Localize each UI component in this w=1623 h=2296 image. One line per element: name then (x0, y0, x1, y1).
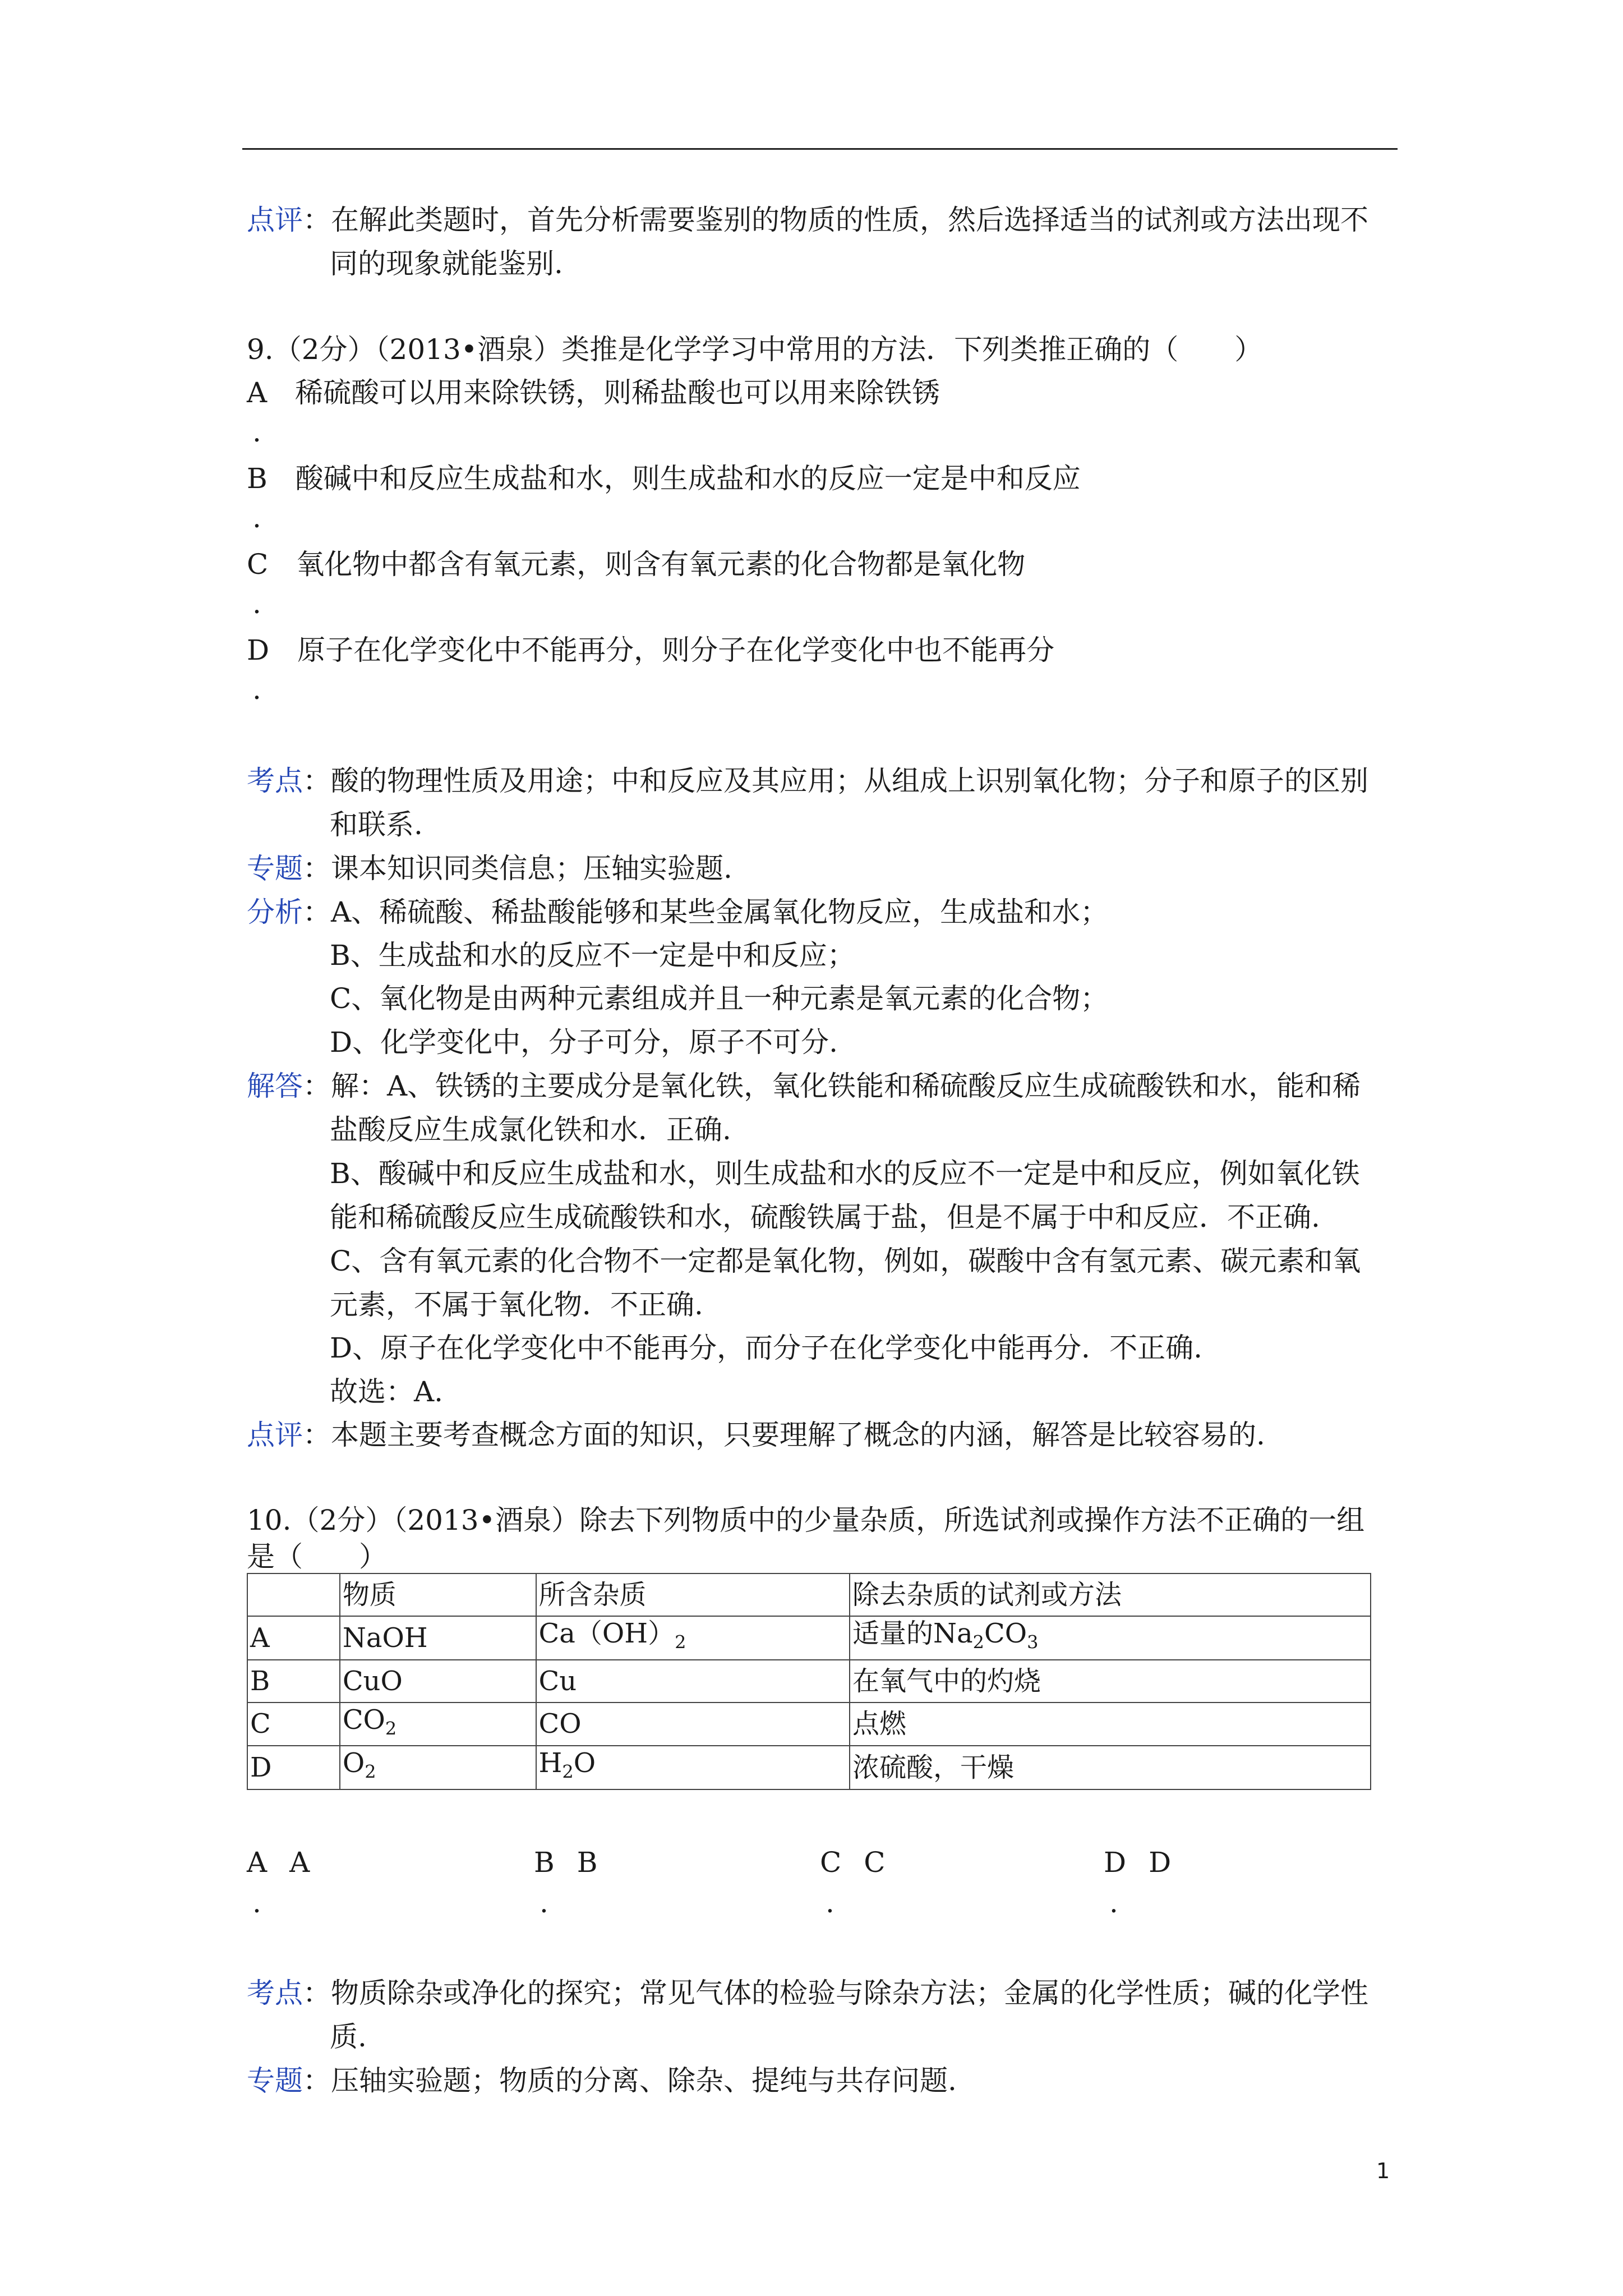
review-1-line-2: 同的现象就能鉴别. (330, 247, 563, 280)
q9-analysis-line-3: C、氧化物是由两种元素组成并且一种元素是氧元素的化合物； (330, 982, 1109, 1015)
q9-option-a: A 稀硫酸可以用来除铁锈，则稀盐酸也可以用来除铁锈 (247, 376, 940, 409)
q9-analysis-line-2: B、生成盐和水的反应不一定是中和反应； (330, 939, 855, 972)
header-rule (242, 148, 1398, 150)
q9-analysis-line-4: D、化学变化中，分子可分，原子不可分. (330, 1026, 838, 1059)
review-1-line-1: 点评：在解此类题时，首先分析需要鉴别的物质的性质，然后选择适当的试剂或方法出现不 (247, 204, 1368, 236)
q9-review: 点评：本题主要考查概念方面的知识，只要理解了概念的内涵，解答是比较容易的. (247, 1419, 1265, 1451)
q10-choice-c: C C (820, 1846, 886, 1879)
q9-answer-line-1: 解答：解：A、铁锈的主要成分是氧化铁，氧化铁能和稀硫酸反应生成硫酸铁和水，能和稀 (247, 1070, 1361, 1102)
q9-answer-line-5: C、含有氧元素的化合物不一定都是氧化物，例如，碳酸中含有氢元素、碳元素和氧 (330, 1245, 1361, 1277)
q9-answer-line-8: 故选：A. (330, 1375, 444, 1408)
q9-answer-line-6: 元素，不属于氧化物．不正确. (330, 1289, 703, 1321)
table-header: 所含杂质 (536, 1573, 850, 1616)
table-header (247, 1573, 340, 1616)
q10-point-line-2: 质. (330, 2021, 367, 2053)
option-dot: . (540, 1887, 548, 1919)
table-row: A NaOH $Ca(OH)_2$ 适量的$Na_2CO_3$ (247, 1616, 1371, 1660)
option-dot: . (252, 501, 261, 534)
q10-point-line-1: 考点：物质除杂或净化的探究；常见气体的检验与除杂方法；金属的化学性质；碱的化学性 (247, 1977, 1368, 2009)
table-row: C $CO_2$ CO 点燃 (247, 1703, 1371, 1746)
impurity-table (247, 1573, 1371, 1790)
table-row: B CuO Cu 在氧气中的灼烧 (247, 1660, 1371, 1703)
option-dot: . (252, 416, 261, 448)
q9-point-line-1: 考点：酸的物理性质及用途；中和反应及其应用；从组成上识别氧化物；分子和原子的区别 (247, 765, 1368, 797)
q9-answer-line-4: 能和稀硫酸反应生成硫酸铁和水，硫酸铁属于盐，但是不属于中和反应．不正确. (330, 1201, 1320, 1234)
q10-choice-d: D D (1104, 1846, 1172, 1879)
q9-stem: 9.（2分）（2013•酒泉）类推是化学学习中常用的方法．下列类推正确的（ ） (247, 333, 1263, 366)
q9-option-d: D 原子在化学变化中不能再分，则分子在化学变化中也不能再分 (247, 634, 1055, 666)
option-dot: . (252, 1887, 261, 1919)
review-label: 点评 (247, 204, 303, 236)
table-header: 物质 (340, 1573, 536, 1616)
q10-topic: 专题：压轴实验题；物质的分离、除杂、提纯与共存问题. (247, 2064, 957, 2097)
q9-answer-line-3: B、酸碱中和反应生成盐和水，则生成盐和水的反应不一定是中和反应，例如氧化铁 (330, 1157, 1360, 1190)
page-number: 1 (1376, 2159, 1390, 2183)
table-header: 除去杂质的试剂或方法 (850, 1573, 1371, 1616)
q10-stem-line-1: 10.（2分）（2013•酒泉）除去下列物质中的少量杂质，所选试剂或操作方法不正确的一组 (247, 1504, 1365, 1536)
q9-point-line-2: 和联系. (330, 808, 423, 841)
table-row: D $O_2$ $H_2O$ 浓硫酸，干燥 (247, 1746, 1371, 1789)
q9-analysis-line-1: 分析：A、稀硫酸、稀盐酸能够和某些金属氧化物反应，生成盐和水； (247, 896, 1109, 928)
option-dot: . (252, 673, 261, 706)
q9-option-c: C 氧化物中都含有氧元素，则含有氧元素的化合物都是氧化物 (247, 548, 1026, 581)
option-dot: . (826, 1887, 834, 1919)
q9-option-b: B 酸碱中和反应生成盐和水，则生成盐和水的反应一定是中和反应 (247, 462, 1081, 495)
option-dot: . (252, 587, 261, 620)
q10-choice-a: A A (247, 1846, 310, 1879)
q9-topic: 专题：课本知识同类信息；压轴实验题. (247, 852, 732, 885)
option-dot: . (1109, 1887, 1118, 1919)
q9-answer-line-2: 盐酸反应生成氯化铁和水．正确. (330, 1114, 731, 1146)
q10-stem-line-2: 是（ ） (247, 1540, 387, 1573)
table-header-row (247, 1573, 1371, 1616)
q10-choice-b: B B (534, 1846, 598, 1879)
q9-answer-line-7: D、原子在化学变化中不能再分，而分子在化学变化中能再分．不正确. (330, 1332, 1202, 1364)
